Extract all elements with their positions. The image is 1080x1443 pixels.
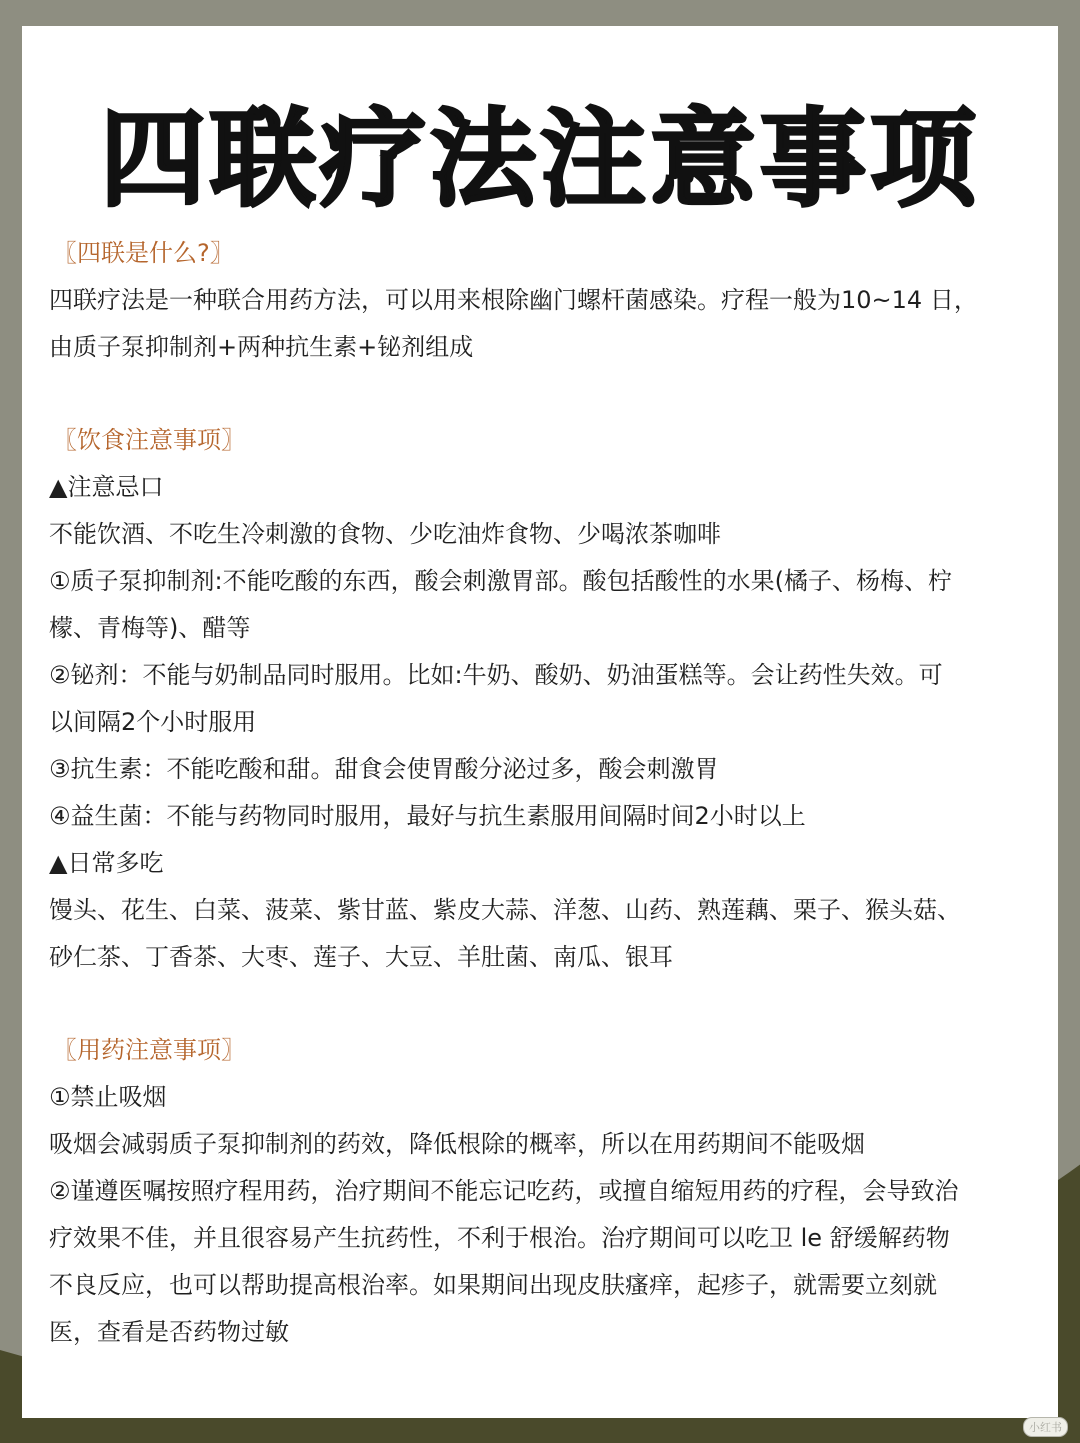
page-title: 四联疗法注意事项 [100, 98, 980, 221]
section-spacer [49, 981, 1039, 1027]
paragraph-line: 不良反应，也可以帮助提高根治率。如果期间出现皮肤瘙痒，起疹子，就需要立刻就 [49, 1271, 937, 1299]
paragraph-line: ②铋剂：不能与奶制品同时服用。比如:牛奶、酸奶、奶油蛋糕等。会让药性失效。可 [49, 661, 943, 689]
section-spacer [49, 371, 1039, 417]
paragraph-line: 由质子泵抑制剂+两种抗生素+铋剂组成 [49, 333, 474, 361]
section-heading-what-is: 〖四联是什么?〗 [53, 239, 234, 267]
paragraph-line: 疗效果不佳，并且很容易产生抗药性，不利于根治。治疗期间可以吃卫 le 舒缓解药物 [49, 1224, 950, 1252]
article-body [49, 230, 1039, 1356]
paragraph-line: ①禁止吸烟 [49, 1083, 167, 1111]
paragraph-line: 吸烟会减弱质子泵抑制剂的药效，降低根除的概率，所以在用药期间不能吸烟 [49, 1130, 865, 1158]
paragraph-line: 以间隔2个小时服用 [49, 708, 257, 736]
paragraph-line: 不能饮酒、不吃生冷刺激的食物、少吃油炸食物、少喝浓茶咖啡 [49, 520, 721, 548]
section-heading-diet: 〖饮食注意事项〗 [53, 426, 245, 454]
section-heading-medication: 〖用药注意事项〗 [53, 1036, 245, 1064]
subheading-avoid: ▲注意忌口 [49, 473, 164, 501]
paragraph-line: ④益生菌：不能与药物同时服用，最好与抗生素服用间隔时间2小时以上 [49, 802, 806, 830]
paragraph-line: ③抗生素：不能吃酸和甜。甜食会使胃酸分泌过多，酸会刺激胃 [49, 755, 719, 783]
paragraph-line: 砂仁茶、丁香茶、大枣、莲子、大豆、羊肚菌、南瓜、银耳 [49, 943, 673, 971]
paragraph-line: ①质子泵抑制剂:不能吃酸的东西，酸会刺激胃部。酸包括酸性的水果(橘子、杨梅、柠 [49, 567, 952, 595]
paragraph-line: 馒头、花生、白菜、菠菜、紫甘蓝、紫皮大蒜、洋葱、山药、熟莲藕、栗子、猴头菇、 [49, 896, 961, 924]
subheading-eat-more: ▲日常多吃 [49, 849, 164, 877]
paragraph-line: ②谨遵医嘱按照疗程用药，治疗期间不能忘记吃药，或擅自缩短用药的疗程，会导致治 [49, 1177, 959, 1205]
paragraph-line: 四联疗法是一种联合用药方法，可以用来根除幽门螺杆菌感染。疗程一般为10~14 日， [49, 286, 978, 314]
paragraph-line: 檬、青梅等)、醋等 [49, 614, 251, 642]
paragraph-line: 医，查看是否药物过敏 [49, 1318, 289, 1346]
watermark-logo: 小红书 [1023, 1417, 1068, 1437]
